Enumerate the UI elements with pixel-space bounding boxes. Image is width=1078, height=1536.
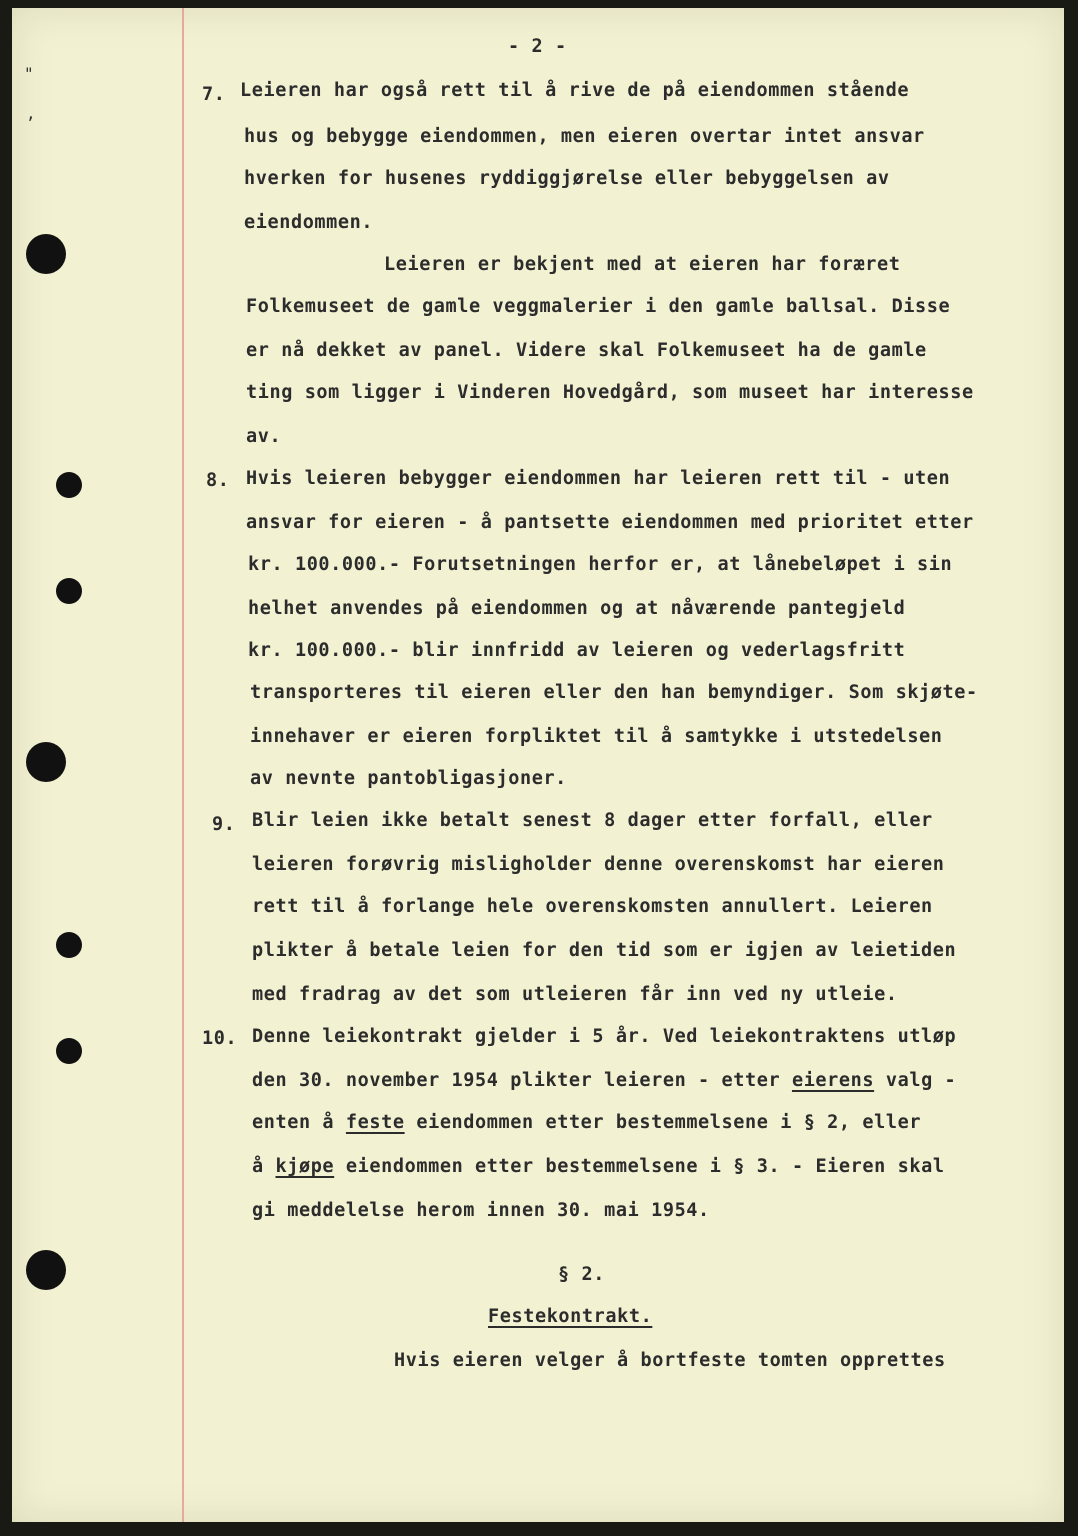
punch-hole	[26, 234, 66, 274]
punch-hole	[56, 932, 82, 958]
section-7-para2-line: Leieren er bekjent med at eieren har foræret	[384, 254, 901, 275]
margin-tick: ,	[26, 104, 36, 123]
section-8-line: ansvar for eieren - å pantsette eiendommen med prioritet etter	[246, 512, 974, 533]
section-8-line: innehaver er eieren forpliktet til å samtykke i utstedelsen	[250, 726, 943, 747]
section-10-line: Denne leiekontrakt gjelder i 5 år. Ved leiekontraktens utløp	[252, 1026, 957, 1047]
section-8-line: helhet anvendes på eiendommen og at nåværende pantegjeld	[248, 598, 906, 619]
margin-tick: "	[24, 64, 34, 83]
section-9-line: med fradrag av det som utleieren får inn ved ny utleie.	[252, 984, 898, 1005]
section-7-line: hverken for husenes ryddiggjørelse eller bebyggelsen av	[244, 168, 890, 189]
section-7-para2-line: av.	[246, 426, 282, 447]
punch-hole	[56, 472, 82, 498]
section-8-line: kr. 100.000.- blir innfridd av leieren og vederlagsfritt	[248, 640, 906, 661]
section-7-para2-line: ting som ligger i Vinderen Hovedgård, som museet har interesse	[246, 382, 974, 403]
margin-line	[182, 8, 184, 1522]
section-10-line: den 30. november 1954 plikter leieren - etter eierens valg -	[252, 1070, 957, 1091]
section-10-number: 10.	[202, 1028, 238, 1049]
document-page	[12, 8, 1064, 1522]
paragraph-heading: § 2.	[558, 1264, 605, 1285]
section-7-line: Leieren har også rett til å rive de på eiendommen stående	[240, 80, 910, 101]
section-7-line: hus og bebygge eiendommen, men eieren overtar intet ansvar	[244, 126, 925, 147]
section-9-line: rett til å forlange hele overenskomsten annullert. Leieren	[252, 896, 933, 917]
punch-hole	[56, 578, 82, 604]
section-7-para2-line: Folkemuseet de gamle veggmalerier i den gamle ballsal. Disse	[246, 296, 951, 317]
section-8-line: kr. 100.000.- Forutsetningen herfor er, at lånebeløpet i sin	[248, 554, 953, 575]
section-8-line: Hvis leieren bebygger eiendommen har leieren rett til - uten	[246, 468, 951, 489]
section-7-number: 7.	[202, 84, 226, 105]
section-9-line: Blir leien ikke betalt senest 8 dager etter forfall, eller	[252, 810, 933, 831]
page-number: - 2 -	[508, 36, 567, 57]
section-7-para2-line: er nå dekket av panel. Videre skal Folkemuseet ha de gamle	[246, 340, 927, 361]
section-9-line: plikter å betale leien for den tid som er igjen av leietiden	[252, 940, 957, 961]
section-8-line: transporteres til eieren eller den han bemyndiger. Som skjøte-	[250, 682, 978, 703]
section-8-line: av nevnte pantobligasjoner.	[250, 768, 567, 789]
section-10-line: enten å feste eiendommen etter bestemmelsene i § 2, eller	[252, 1112, 922, 1133]
paragraph-title: Festekontrakt.	[488, 1306, 653, 1327]
section-8-number: 8.	[206, 470, 230, 491]
punch-hole	[56, 1038, 82, 1064]
section-9-number: 9.	[212, 814, 236, 835]
section-10-line: gi meddelelse herom innen 30. mai 1954.	[252, 1200, 710, 1221]
punch-hole	[26, 742, 66, 782]
section-10-line: å kjøpe eiendommen etter bestemmelsene i § 3. - Eieren skal	[252, 1156, 945, 1177]
paragraph-line: Hvis eieren velger å bortfeste tomten opprettes	[394, 1350, 946, 1371]
punch-hole	[26, 1250, 66, 1290]
section-7-line: eiendommen.	[244, 212, 374, 233]
section-9-line: leieren forøvrig misligholder denne overenskomst har eieren	[252, 854, 945, 875]
